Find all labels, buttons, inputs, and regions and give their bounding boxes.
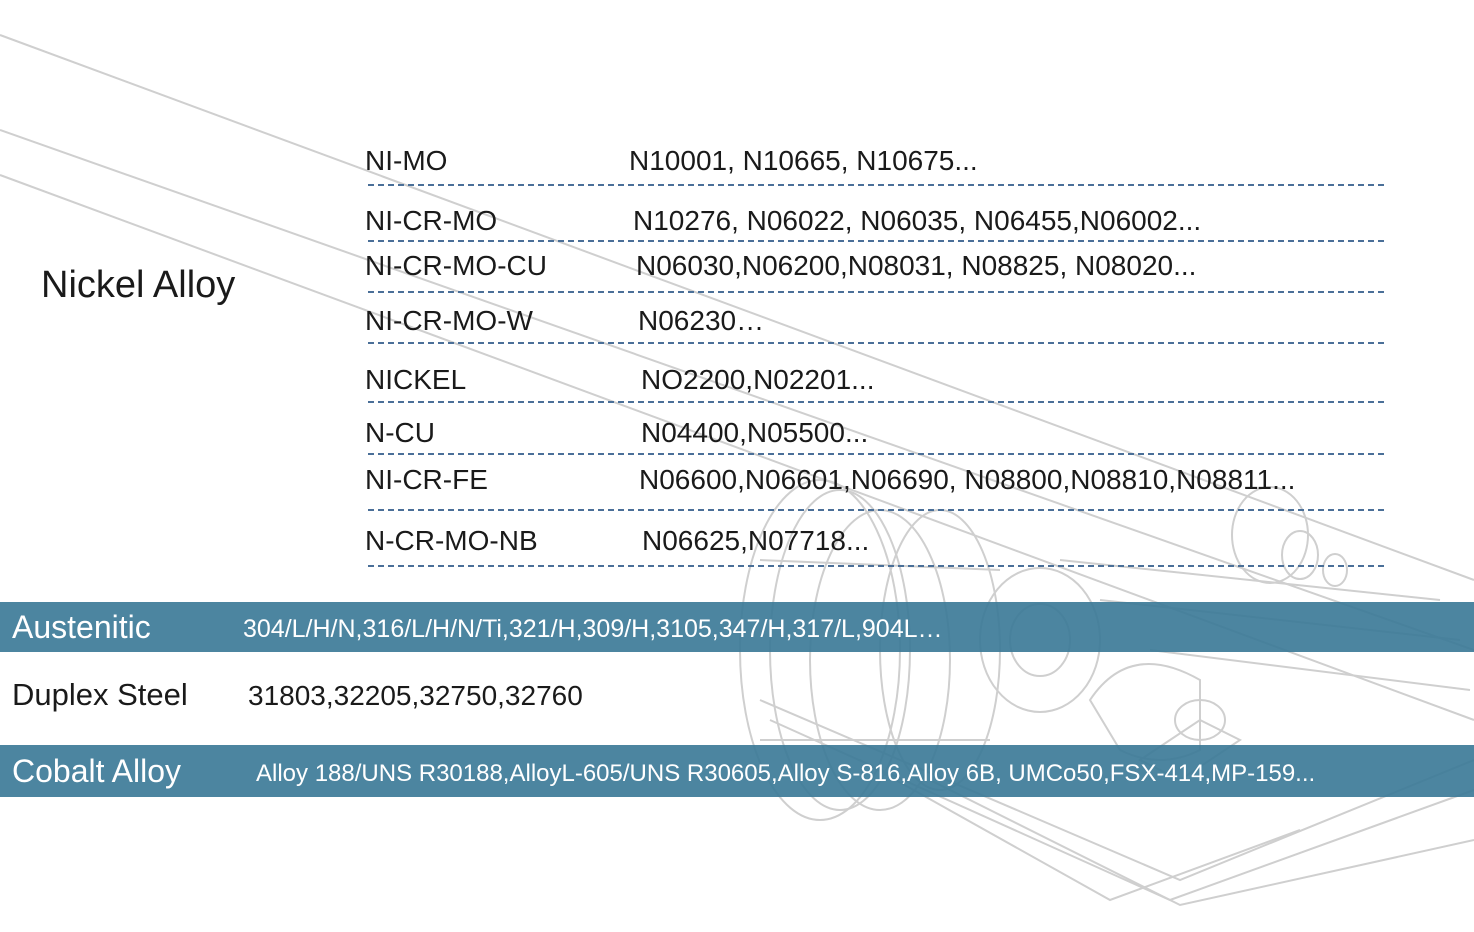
grade-codes: N06230… xyxy=(638,305,765,336)
grade-name: NICKEL xyxy=(365,364,467,395)
category-label: Duplex Steel xyxy=(12,677,188,712)
grade-codes: N06625,N07718... xyxy=(642,525,870,556)
grade-codes: N06030,N06200,N08031, N08825, N08020... xyxy=(636,250,1197,281)
grade-codes: NO2200,N02201... xyxy=(641,364,875,395)
row-divider xyxy=(368,565,1384,567)
row-divider xyxy=(368,342,1384,344)
grade-name: NI-MO xyxy=(365,145,448,176)
row-divider xyxy=(368,184,1384,186)
category-values: Alloy 188/UNS R30188,AlloyL-605/UNS R30605,Alloy S-816,Alloy 6B, UMCo50,FSX-414,MP-159... xyxy=(256,760,1316,787)
row-divider xyxy=(368,291,1384,293)
duplex-steel-row xyxy=(0,672,1474,722)
category-label: Cobalt Alloy xyxy=(12,753,181,789)
grade-codes: N10276, N06022, N06035, N06455,N06002... xyxy=(633,205,1202,236)
category-values: 304/L/H/N,316/L/H/N/Ti,321/H,309/H,3105,347/H,317/L,904L… xyxy=(243,615,943,643)
austenitic-band xyxy=(0,602,1474,652)
grade-name: NI-CR-MO xyxy=(365,205,498,236)
grade-name: N-CR-MO-NB xyxy=(365,525,538,556)
row-divider xyxy=(368,401,1384,403)
grade-name: N-CU xyxy=(365,417,435,448)
row-divider xyxy=(368,240,1384,242)
row-divider xyxy=(368,453,1384,455)
grade-codes: N06600,N06601,N06690, N08800,N08810,N08811... xyxy=(639,464,1296,495)
category-values: 31803,32205,32750,32760 xyxy=(248,680,583,711)
grade-codes: N10001, N10665, N10675... xyxy=(629,145,978,176)
category-label: Austenitic xyxy=(12,609,151,645)
row-divider xyxy=(368,509,1384,511)
grade-name: NI-CR-MO-CU xyxy=(365,250,547,281)
grade-name: NI-CR-FE xyxy=(365,464,488,495)
nickel-alloy-title: Nickel Alloy xyxy=(41,264,236,306)
grade-codes: N04400,N05500... xyxy=(641,417,869,448)
grade-name: NI-CR-MO-W xyxy=(365,305,533,336)
cobalt-alloy-band xyxy=(0,745,1474,797)
